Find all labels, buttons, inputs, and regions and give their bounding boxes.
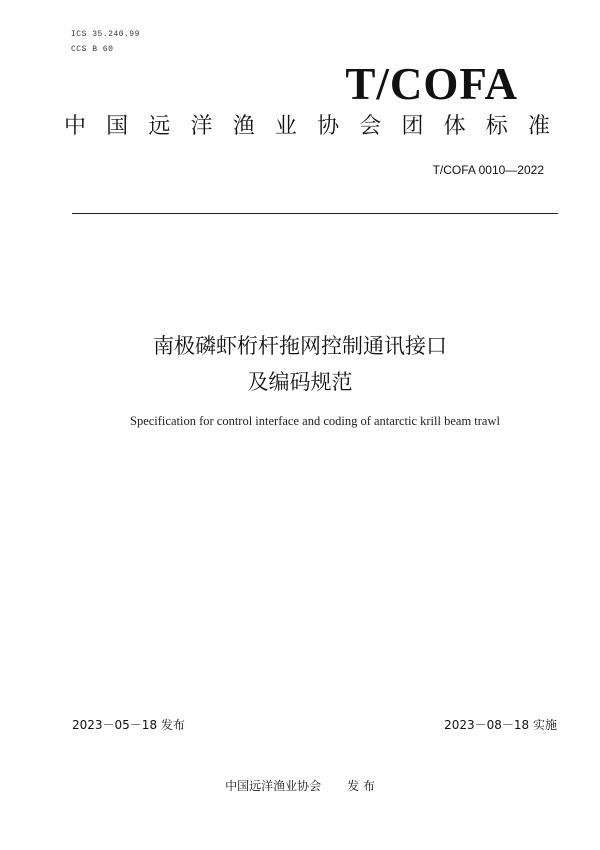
standard-brand-logo: T/COFA bbox=[345, 59, 518, 109]
implementation-date: 2023－08－18 实施 bbox=[444, 718, 557, 732]
issuer-organization: 中国远洋渔业协会 bbox=[225, 779, 322, 793]
standard-number: T/COFA 0010—2022 bbox=[432, 163, 544, 177]
ics-code: ICS 35.240.99 bbox=[71, 30, 140, 39]
ccs-code: CCS B 60 bbox=[71, 45, 114, 54]
issuer-line bbox=[0, 777, 600, 794]
english-title: Specification for control interface and coding of antarctic krill beam trawl bbox=[130, 414, 500, 428]
standard-type-heading: 中国远洋渔业协会团体标准 bbox=[64, 114, 550, 139]
publish-date: 2023－05－18 发布 bbox=[72, 718, 185, 732]
document-title-line-2: 及编码规范 bbox=[247, 370, 353, 394]
document-title-line-1: 南极磷虾桁杆拖网控制通讯接口 bbox=[153, 334, 447, 358]
issuer-action: 发 布 bbox=[347, 779, 375, 793]
header-divider bbox=[72, 213, 558, 214]
